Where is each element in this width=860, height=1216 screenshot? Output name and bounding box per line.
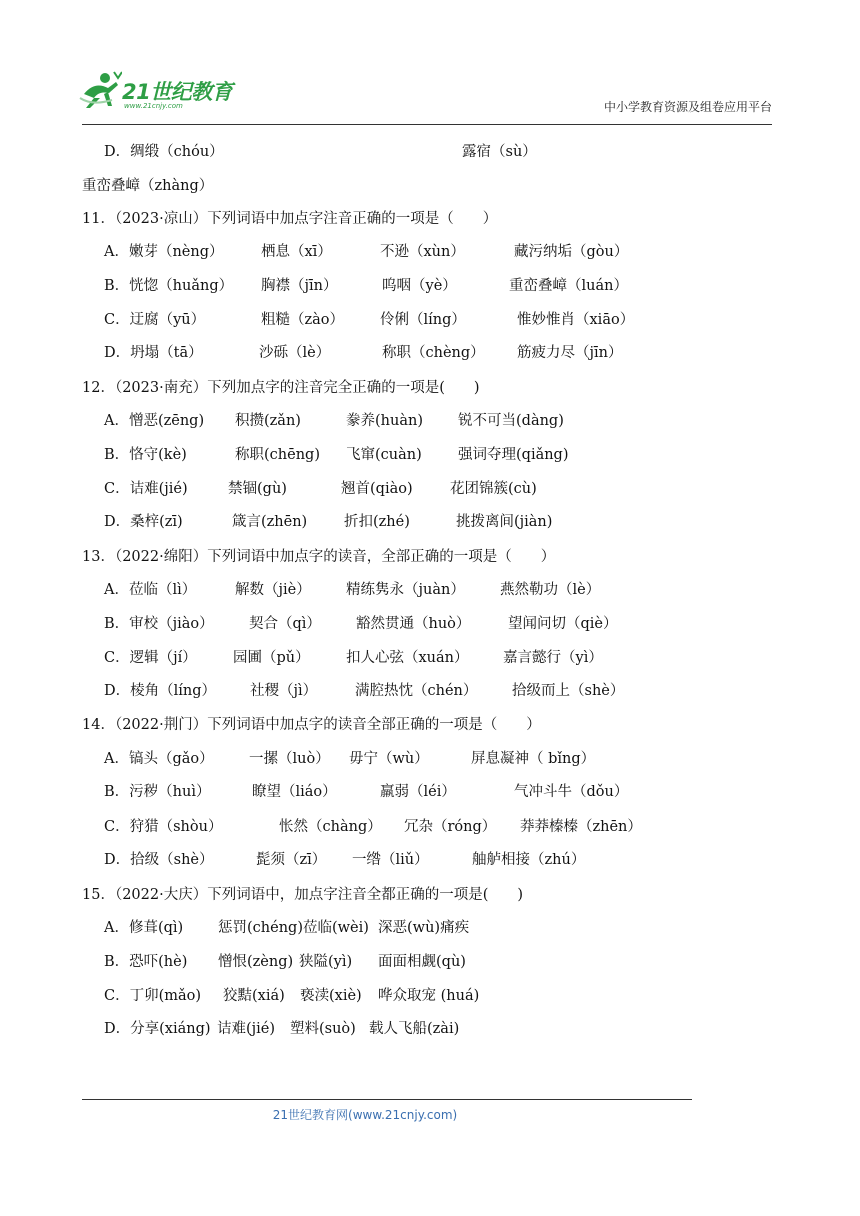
option-cell: 露宿（sù） (462, 144, 537, 160)
option-cell: D．绸缎（chóu） (104, 144, 224, 160)
footer-divider (82, 1099, 692, 1100)
option-cell: 重峦叠嶂（zhàng） (82, 178, 214, 194)
logo (78, 70, 248, 118)
runner-icon (78, 70, 122, 110)
header-divider (82, 124, 772, 125)
logo-url: www.21cnjy.com (124, 102, 183, 110)
logo-text: 21世纪教育 (122, 80, 233, 104)
platform-name: 中小学教育资源及组卷应用平台 (603, 100, 772, 114)
page-header (0, 0, 860, 130)
footer-source: 21世纪教育网(www.21cnjy.com) (272, 1108, 458, 1122)
